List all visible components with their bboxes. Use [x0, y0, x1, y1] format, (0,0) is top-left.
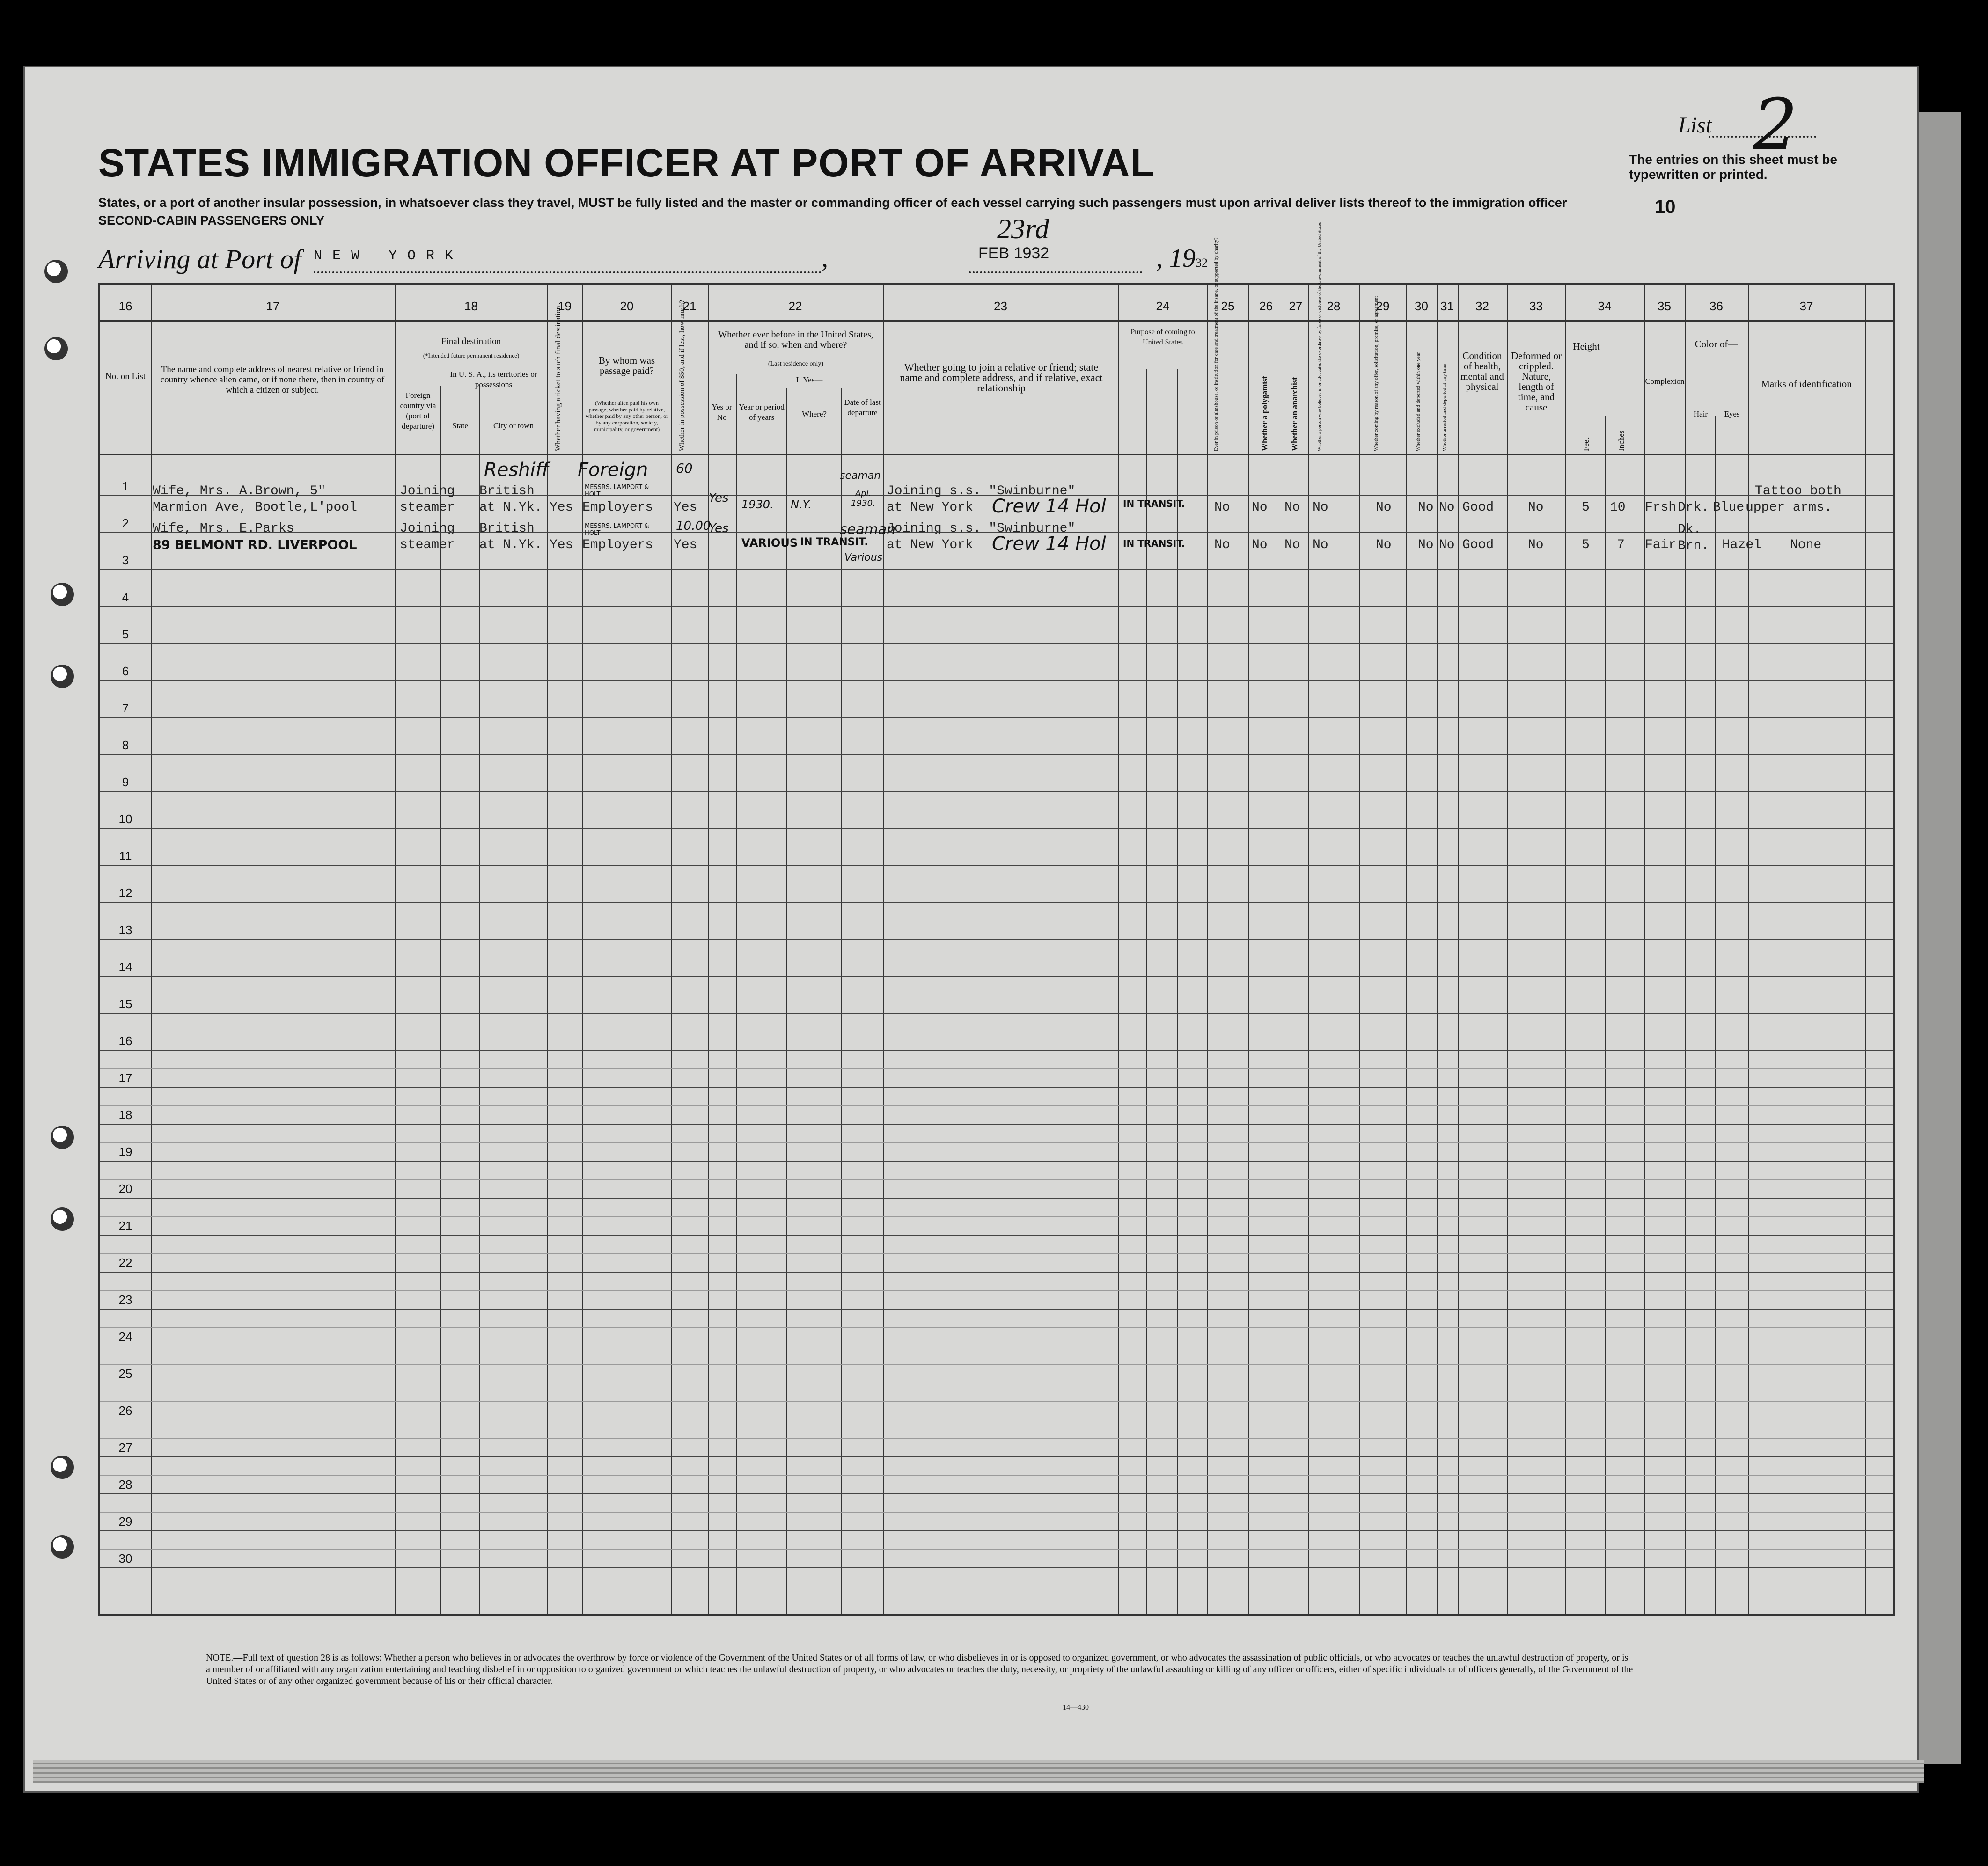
row2-hair: Dk. Brn. [1678, 522, 1709, 553]
row-number: 27 [118, 1441, 132, 1455]
header-relative-address: The name and complete address of nearest relative or friend in country whence alien came, or if none there, then in country of which a citizen or subject. [160, 365, 385, 395]
row-line [100, 939, 1893, 940]
row1-relative-line2: Marmion Ave, Bootle,L'pool [153, 500, 357, 515]
row-number: 30 [118, 1551, 132, 1566]
row-line [100, 902, 1893, 903]
column-number: 33 [1529, 299, 1543, 313]
row-number: 18 [118, 1108, 132, 1122]
col-divider [1406, 285, 1407, 1614]
row-number: 28 [118, 1478, 132, 1492]
col-divider [671, 285, 672, 1614]
list-number: 2 [1753, 84, 1798, 166]
row1-q30: No [1418, 500, 1434, 515]
binder-hole-icon [51, 1126, 74, 1149]
row1-where: N.Y. [791, 498, 812, 511]
row2-where: IN TRANSIT. [800, 536, 868, 548]
comma: , [822, 244, 828, 273]
row-number: 8 [122, 738, 129, 752]
row-line [100, 1272, 1893, 1273]
header-purpose: Purpose of coming to United States [1130, 328, 1195, 346]
date-handwritten: 23rd [997, 213, 1049, 244]
row2-handwritten-crew: Crew 14 Hol [992, 533, 1106, 555]
row-line [100, 754, 1893, 755]
row-line [100, 1198, 1893, 1199]
header-polygamist: Whether a polygamist [1260, 376, 1269, 451]
row-line [100, 606, 1893, 607]
row-number: 3 [122, 553, 129, 567]
row-number: 16 [118, 1034, 132, 1048]
row-subline [100, 1068, 1893, 1069]
row-subline [100, 1364, 1893, 1365]
row1-ticket: Yes [550, 500, 573, 515]
column-number: 36 [1709, 299, 1723, 313]
row1-q28: No [1313, 500, 1328, 515]
row-number: 11 [119, 849, 132, 863]
column-number: 22 [788, 299, 802, 313]
row1-handwritten-money: 60 [676, 461, 693, 476]
row2-handwritten-various: Various [844, 552, 883, 563]
col-divider [1248, 285, 1249, 1614]
header-anarchist: Whether an anarchist [1290, 377, 1299, 451]
year-suffix: 32 [1196, 256, 1208, 270]
row1-departure: Apl. 1930. [851, 489, 875, 508]
list-label: List [1678, 113, 1712, 138]
row-number: 10 [118, 812, 132, 826]
col-divider [582, 285, 583, 1614]
col-divider [1437, 285, 1438, 1614]
row2-paid-by: Employers [582, 538, 653, 552]
row2-foreign-line1: Joining [400, 521, 455, 536]
column-number: 17 [266, 299, 280, 313]
row-line [100, 717, 1893, 718]
column-number: 18 [464, 299, 478, 313]
col-divider [841, 388, 842, 1614]
sheet-number: 10 [1655, 197, 1676, 217]
col-divider [1565, 285, 1566, 1614]
column-number: 23 [994, 299, 1007, 313]
binder-hole-icon [51, 1456, 74, 1479]
row2-handwritten-seaman: seaman [840, 521, 896, 538]
col-divider [1308, 285, 1309, 1614]
col-divider [1715, 416, 1716, 1614]
row2-q26: No [1252, 538, 1268, 552]
row2-handwritten-payer: MESSRS. LAMPORT & HOLT [585, 523, 649, 537]
row-subline [100, 1327, 1893, 1328]
row2-state-line2: at N.Yk. [479, 538, 543, 552]
row1-q25: No [1214, 500, 1230, 515]
row1-money: Yes [674, 500, 697, 515]
row-subline [100, 1142, 1893, 1143]
header-complexion: Complexion [1645, 377, 1685, 386]
row-number: 14 [118, 960, 132, 974]
row-number: 22 [118, 1256, 132, 1270]
column-number: 24 [1156, 299, 1170, 313]
row1-years: 1930. [741, 498, 774, 511]
row-number: 6 [122, 664, 129, 678]
row-line [100, 1087, 1893, 1088]
column-number: 28 [1327, 299, 1341, 313]
row2-join-line1: Joining s.s. "Swinburne" [887, 521, 1076, 536]
row-subline [100, 1475, 1893, 1476]
header-health: Condition of health, mental and physical [1460, 350, 1504, 392]
col-divider [1748, 285, 1749, 1614]
binder-hole-icon [51, 1207, 74, 1231]
row2-state-line1: British [479, 521, 535, 536]
row-line [100, 1161, 1893, 1162]
row-line [100, 1013, 1893, 1014]
row2-relative-line1: Wife, Mrs. E.Parks [153, 521, 294, 536]
row2-marks: None [1790, 538, 1822, 552]
row1-paid-by: Employers [582, 500, 653, 515]
row2-q27: No [1284, 538, 1300, 552]
row-number: 24 [118, 1330, 132, 1344]
column-number: 21 [682, 299, 697, 313]
row2-handwritten-money: 10.00 [676, 519, 711, 533]
row1-handwritten-crew: Crew 14 Hol [992, 496, 1106, 517]
row1-q27: No [1284, 500, 1300, 515]
row2-q29: No [1376, 538, 1392, 552]
page-stack [33, 1760, 1924, 1783]
row2-inches: 7 [1617, 538, 1625, 552]
col-divider [395, 285, 396, 1614]
row-line [100, 976, 1893, 977]
header-no-on-list: No. on List [105, 372, 146, 381]
row2-health: Good [1462, 538, 1494, 552]
col-divider [786, 388, 787, 1614]
header-inches: Inches [1617, 430, 1626, 451]
row2-before: Yes [709, 521, 729, 535]
row-line [100, 1530, 1893, 1531]
column-number: 26 [1259, 299, 1273, 313]
row1-deformed: No [1528, 500, 1544, 515]
row-number: 12 [118, 886, 132, 900]
col-divider [1865, 285, 1866, 1614]
col-divider [1177, 369, 1178, 1614]
row1-feet: 5 [1582, 500, 1590, 515]
column-number: 37 [1799, 299, 1813, 313]
header-q30: Whether excluded and deported within one year [1416, 352, 1421, 451]
row1-inches: 10 [1610, 500, 1626, 515]
row2-money: Yes [674, 538, 697, 552]
row-number: 4 [122, 590, 129, 604]
row-line [100, 1235, 1893, 1236]
header-going-to-join: Whether going to join a relative or friend; state name and complete address, and if relative, exact relationship [900, 361, 1103, 394]
header-usa: In U. S. A., its territories or possessions [450, 370, 537, 389]
year-field: , 1932 [1156, 244, 1208, 273]
row1-handwritten-seaman: seaman [840, 470, 881, 482]
column-number: 20 [620, 299, 634, 313]
col-divider [1207, 285, 1208, 1614]
row-line [100, 1124, 1893, 1125]
row-number: 7 [122, 701, 129, 715]
header-if-yes: If Yes— [796, 375, 823, 384]
row-number: 20 [118, 1182, 132, 1196]
header-height: Height [1573, 341, 1600, 352]
column-number: 16 [118, 299, 132, 313]
row2-relative-line2: 89 BELMONT RD. LIVERPOOL [153, 538, 357, 552]
col-divider [1644, 285, 1645, 1614]
row-number: 17 [118, 1071, 132, 1085]
row-number: 1 [122, 479, 129, 493]
column-number: 25 [1221, 299, 1235, 313]
header-yes-no: Yes or No [712, 402, 732, 422]
row-subline [100, 1512, 1893, 1513]
binder-hole-icon [44, 337, 68, 360]
row1-handwritten-final: Reshiff [484, 459, 549, 481]
port-label: Arriving at Port of [98, 244, 301, 274]
col-divider [1507, 285, 1508, 1614]
row1-marks-line2: upper arms. [1746, 500, 1832, 515]
header-q31: Whether arrested and deported at any time [1442, 364, 1447, 451]
row1-before: Yes [709, 491, 729, 505]
header-feet: Feet [1582, 437, 1591, 451]
row1-eyes: Blue [1713, 500, 1745, 515]
row-subline [100, 1253, 1893, 1254]
header-foreign-country: Foreign country via (port of departure) [400, 391, 436, 431]
header-final-destination-note: (*Intended future permanent residence) [423, 352, 520, 359]
row-line [100, 680, 1893, 681]
year-prefix: 19 [1169, 244, 1196, 273]
row-line [100, 865, 1893, 866]
header-divider [100, 454, 1893, 455]
binder-hole-icon [44, 260, 68, 283]
header-last-residence: (Last residence only) [768, 360, 824, 367]
column-number: 32 [1475, 299, 1489, 313]
row-number: 13 [118, 923, 132, 937]
row-subline [100, 1216, 1893, 1217]
row-number: 29 [118, 1515, 132, 1529]
page-title: STATES IMMIGRATION OFFICER AT PORT OF ARRIVAL [98, 141, 1155, 185]
header-prison: Ever in prison or almshouse, or institution for care and treatment of the insane, or supported by charity? [1213, 237, 1219, 451]
row-number: 5 [122, 627, 129, 641]
row-subline [100, 1549, 1893, 1550]
header-ticket: Whether having a ticket to such final destination [554, 306, 562, 451]
header-where: Where? [802, 410, 827, 418]
header-deformed: Deformed or crippled. Nature, length of time, and cause [1511, 350, 1562, 413]
row2-feet: 5 [1582, 538, 1590, 552]
row1-join-line1: Joining s.s. "Swinburne" [887, 484, 1076, 498]
row2-join-line2: at New York [887, 538, 973, 552]
row-number: 23 [118, 1293, 132, 1307]
row1-q26: No [1252, 500, 1268, 515]
row1-complexion: Frsh [1645, 500, 1677, 515]
binder-hole-icon [51, 1535, 74, 1559]
col-divider [1685, 285, 1686, 1614]
row-subline [100, 1290, 1893, 1291]
row-number: 25 [118, 1367, 132, 1381]
row-number: 15 [118, 997, 132, 1011]
row1-state-line1: British [479, 484, 535, 498]
col-divider [1605, 416, 1606, 1614]
class-line: SECOND-CABIN PASSENGERS ONLY [98, 213, 325, 227]
row-line [100, 1567, 1893, 1568]
row-line [100, 1493, 1893, 1494]
row-line [100, 828, 1893, 829]
date-stamp: FEB 1932 [978, 244, 1049, 262]
instructions-line: States, or a port of another insular possession, in whatsoever class they travel, MUST be fully listed and the master or commanding officer of each vessel carrying such passengers must upon arrival deliver lists thereof to the immigration officer [98, 196, 1567, 210]
col-divider [708, 285, 709, 1614]
header-marks: Marks of identification [1761, 378, 1852, 389]
header-passage-paid-note: (Whether alien paid his own passage, whether paid by relative, whether paid by any other person, or by any corporation, society, municipality, or government) [585, 400, 668, 432]
header-passage-paid: By whom was passage paid? [598, 355, 655, 376]
col-divider [1458, 285, 1459, 1614]
header-years: Year or period of years [739, 402, 785, 422]
row1-state-line2: at N.Yk. [479, 500, 543, 515]
typewritten-note: The entries on this sheet must be typewritten or printed. [1629, 152, 1837, 182]
form-number: 14—430 [1063, 1704, 1089, 1712]
col-divider [1146, 369, 1147, 1614]
row1-q31: No [1439, 500, 1455, 515]
row-subline [100, 1179, 1893, 1180]
row2-q31: No [1439, 538, 1455, 552]
date-underline [969, 271, 1142, 273]
row2-q25: No [1214, 538, 1230, 552]
row1-marks-line1: Tattoo both [1755, 484, 1841, 498]
port-underline [314, 271, 822, 273]
row-subline [100, 1105, 1893, 1106]
header-last-departure: Date of last departure [844, 398, 881, 417]
column-number: 30 [1415, 299, 1428, 313]
column-number: 35 [1658, 299, 1671, 313]
header-final-destination: Final destination [441, 337, 501, 346]
row-subline [100, 1438, 1893, 1439]
column-number: 19 [558, 299, 572, 313]
row-line [100, 643, 1893, 644]
row2-years: VARIOUS [741, 536, 798, 549]
col-divider [883, 285, 884, 1614]
footnote: NOTE.—Full text of question 28 is as follows: Whether a person who believes in or advocates the overthrow by force or violence of the Government of the United States or of all forms of law, or who disbelieves in or is opposed to organized government, or who advocates the assassination of public officials, or who advocates or teaches the unlawful destruction of property, or is a member of or affiliated with any organization entertaining and teaching disbelief in or opposition to organized government or which teaches the unlawful destruction of property, or who advocates or teaches the duty, necessity, or propriety of the unlawful assaulting or killing of any officer or officers, either of specific individuals or of officers generally, of the Government of the United States or of any other organized government because of his or their official character. [206, 1653, 1633, 1686]
row1-hair: Drk. [1678, 500, 1709, 515]
row-number: 19 [118, 1145, 132, 1159]
col-divider [151, 285, 152, 1614]
header-eyes: Eyes [1724, 410, 1740, 418]
header-hair: Hair [1693, 410, 1708, 418]
header-city: City or town [493, 421, 534, 430]
row2-deformed: No [1528, 538, 1544, 552]
row1-handwritten-foreign: Foreign [578, 459, 648, 481]
row1-foreign-line1: Joining [400, 484, 455, 498]
column-number: 31 [1440, 299, 1454, 313]
col-divider [547, 285, 548, 1614]
row1-join-line2: at New York [887, 500, 973, 515]
row2-q30: No [1418, 538, 1434, 552]
column-number-divider [100, 320, 1893, 322]
port-value: NEW YORK [314, 248, 464, 264]
row1-foreign-line2: steamer [400, 500, 455, 515]
row-line [100, 1309, 1893, 1310]
row2-q28: No [1313, 538, 1328, 552]
row-line [100, 791, 1893, 792]
row1-relative-line1: Wife, Mrs. A.Brown, 5" [153, 484, 326, 498]
row1-purpose: IN TRANSIT. [1123, 498, 1185, 509]
col-divider [1359, 285, 1360, 1614]
row-line [100, 1050, 1893, 1051]
row2-complexion: Fair [1645, 538, 1677, 552]
header-q28: Whether a person who believes in or advocates the overthrow by force or violence of the Government of the United States [1317, 222, 1322, 451]
row1-health: Good [1462, 500, 1494, 515]
row-number: 21 [118, 1219, 132, 1233]
header-ever-before: Whether ever before in the United States, and if so, when and where? [718, 329, 873, 350]
header-q29: Whether coming by reason of any offer, solicitation, promise, or agreement [1373, 296, 1379, 451]
col-divider [1118, 285, 1119, 1614]
row-subline [100, 1401, 1893, 1402]
column-number: 34 [1598, 299, 1612, 313]
row2-foreign-line2: steamer [400, 538, 455, 552]
row-number: 26 [118, 1404, 132, 1418]
row-number: 2 [122, 516, 129, 530]
row2-eyes: Hazel [1722, 538, 1762, 552]
column-number: 27 [1289, 299, 1303, 313]
row2-purpose: IN TRANSIT. [1123, 538, 1185, 549]
binder-hole-icon [51, 665, 74, 688]
row1-handwritten-payer: MESSRS. LAMPORT & HOLT [585, 484, 649, 498]
row1-q29: No [1376, 500, 1392, 515]
header-color-of: Color of— [1695, 338, 1738, 350]
row-line [100, 569, 1893, 570]
binder-hole-icon [51, 583, 74, 606]
column-number: 29 [1376, 299, 1390, 313]
header-state: State [452, 421, 468, 430]
row2-ticket: Yes [550, 538, 573, 552]
row-line [100, 1456, 1893, 1457]
header-money: Whether in possession of $50, and if less, how much? [678, 300, 686, 451]
row-number: 9 [122, 775, 129, 789]
